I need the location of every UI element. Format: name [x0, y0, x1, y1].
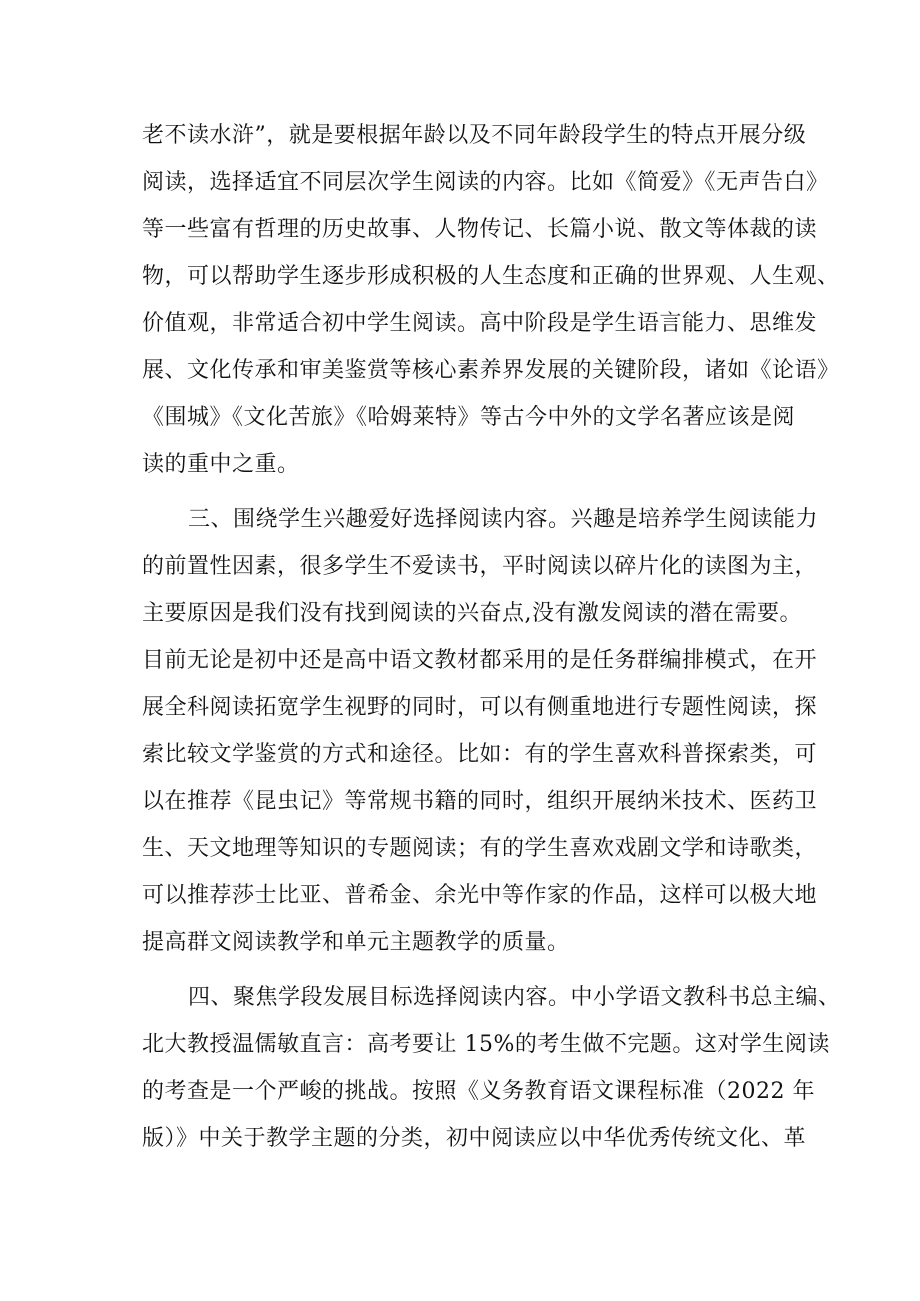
text-line: 《围城》《文化苦旅》《哈姆莱特》等古今中外的文学名著应该是阅: [142, 405, 796, 430]
text-line: 提高群文阅读教学和单元主题教学的质量。: [142, 930, 570, 955]
text-line: 可以推荐莎士比亚、普希金、余光中等作家的作品，这样可以极大地: [142, 883, 818, 908]
text-line: 的前置性因素，很多学生不爱读书，平时阅读以碎片化的读图为主，: [142, 554, 818, 579]
text-line: 物，可以帮助学生逐步形成积极的人生态度和正确的世界观、人生观、: [142, 264, 840, 289]
text-line: 版）》中关于教学主题的分类，初中阅读应以中华优秀传统文化、革: [142, 1126, 807, 1151]
text-line: 索比较文学鉴赏的方式和途径。比如：有的学生喜欢科普探索类，可: [142, 742, 818, 767]
text-line: 老不读水浒”，就是要根据年龄以及不同年龄段学生的特点开展分级: [142, 123, 807, 148]
text-line: 价值观，非常适合初中学生阅读。高中阶段是学生语言能力、思维发: [142, 311, 818, 336]
paragraph-heading-line: 四、聚焦学段发展目标选择阅读内容。中小学语文教科书总主编、: [188, 985, 841, 1010]
text-line: 的考查是一个严峻的挑战。按照《义务教育语文课程标准（2022 年: [142, 1079, 815, 1104]
text-line: 以在推荐《昆虫记》等常规书籍的同时，组织开展纳米技术、医药卫: [142, 789, 818, 814]
text-line: 北大教授温儒敏直言：高考要让 15%的考生做不完题。这对学生阅读: [142, 1032, 830, 1057]
text-line: 生、天文地理等知识的专题阅读；有的学生喜欢戏剧文学和诗歌类，: [142, 836, 818, 861]
text-line: 展、文化传承和审美鉴赏等核心素养界发展的关键阶段，诸如《论语》: [142, 358, 840, 383]
text-line: 读的重中之重。: [142, 452, 300, 477]
text-line: 目前无论是初中还是高中语文教材都采用的是任务群编排模式，在开: [142, 648, 818, 673]
text-line: 阅读，选择适宜不同层次学生阅读的内容。比如《简爱》《无声告白》: [142, 170, 829, 195]
text-line: 等一些富有哲理的历史故事、人物传记、长篇小说、散文等体裁的读: [142, 217, 818, 242]
text-line: 展全科阅读拓宽学生视野的同时，可以有侧重地进行专题性阅读，探: [142, 695, 818, 720]
text-line: 主要原因是我们没有找到阅读的兴奋点,没有激发阅读的潜在需要。: [142, 601, 802, 626]
paragraph-heading-line: 三、围绕学生兴趣爱好选择阅读内容。兴趣是培养学生阅读能力: [188, 507, 819, 532]
